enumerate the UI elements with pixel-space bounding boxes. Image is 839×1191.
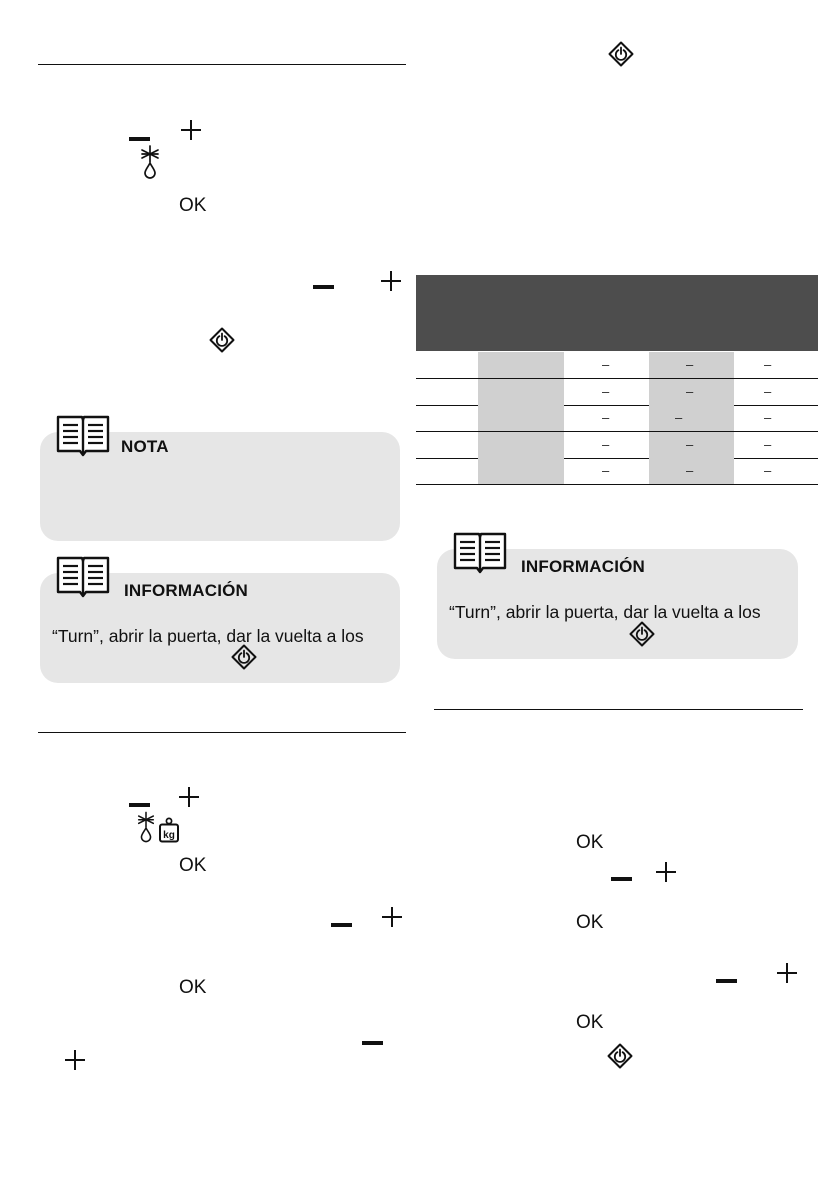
table-cell-shade	[649, 405, 734, 431]
defrost-drop-icon	[139, 145, 161, 179]
info-title: INFORMACIÓN	[124, 581, 249, 600]
table-cell: –	[686, 436, 694, 452]
table-cell: –	[602, 463, 610, 478]
table-cell: –	[602, 357, 610, 372]
start-icon	[608, 41, 634, 67]
section-divider	[434, 709, 803, 710]
minus-icon	[331, 923, 352, 927]
start-icon	[629, 621, 655, 647]
minus-icon	[129, 137, 150, 141]
table-cell: –	[764, 357, 772, 372]
book-icon	[452, 531, 508, 575]
table-cell: –	[686, 463, 694, 478]
table-cell: –	[675, 410, 683, 425]
section-divider	[38, 732, 406, 733]
minus-icon	[362, 1041, 383, 1045]
plus-icon	[382, 907, 402, 927]
table-row	[416, 432, 818, 459]
table-cell: –	[764, 463, 772, 478]
minus-icon	[313, 285, 334, 289]
table-cell: –	[602, 383, 610, 399]
table-row	[416, 458, 818, 485]
plus-icon	[656, 862, 676, 882]
plus-icon	[381, 271, 401, 291]
table-cell-shade	[478, 379, 564, 405]
table-cell: –	[602, 436, 610, 452]
plus-icon	[179, 787, 199, 807]
table-cell-shade	[478, 458, 564, 484]
ok-button-label: OK	[179, 195, 207, 216]
table-row	[416, 405, 818, 432]
table-row	[416, 379, 818, 406]
table-cell-shade	[478, 432, 564, 458]
ok-button-label: OK	[179, 855, 207, 876]
minus-icon	[611, 877, 632, 881]
start-icon	[607, 1043, 633, 1069]
minus-icon	[129, 803, 150, 807]
table-cell: –	[764, 436, 772, 452]
start-icon	[209, 327, 235, 353]
ok-button-label: OK	[576, 832, 604, 853]
table-cell: –	[686, 383, 694, 399]
ok-button-label: OK	[179, 977, 207, 998]
table-cell: –	[686, 357, 694, 372]
plus-icon	[65, 1050, 85, 1070]
table-cell-shade	[478, 405, 564, 431]
ok-button-label: OK	[576, 912, 604, 933]
note-title: NOTA	[121, 437, 169, 456]
table-header	[416, 275, 818, 351]
start-icon	[231, 644, 257, 670]
info-text: “Turn”, abrir la puerta, dar la vuelta a los	[52, 626, 364, 646]
table-cell: –	[602, 410, 610, 425]
table-cell: –	[764, 410, 772, 425]
kg-weight-icon	[158, 817, 180, 843]
info-title: INFORMACIÓN	[521, 557, 646, 576]
defrost-drop-icon	[136, 811, 156, 843]
table-cell-shade	[478, 352, 564, 378]
ok-button-label: OK	[576, 1012, 604, 1033]
book-icon	[55, 414, 111, 458]
table-row	[416, 352, 818, 379]
table-cell: –	[764, 383, 772, 399]
info-text: “Turn”, abrir la puerta, dar la vuelta a los	[449, 602, 761, 622]
plus-icon	[777, 963, 797, 983]
book-icon	[55, 555, 111, 599]
section-divider	[38, 64, 406, 65]
plus-icon	[181, 120, 201, 140]
minus-icon	[716, 979, 737, 983]
